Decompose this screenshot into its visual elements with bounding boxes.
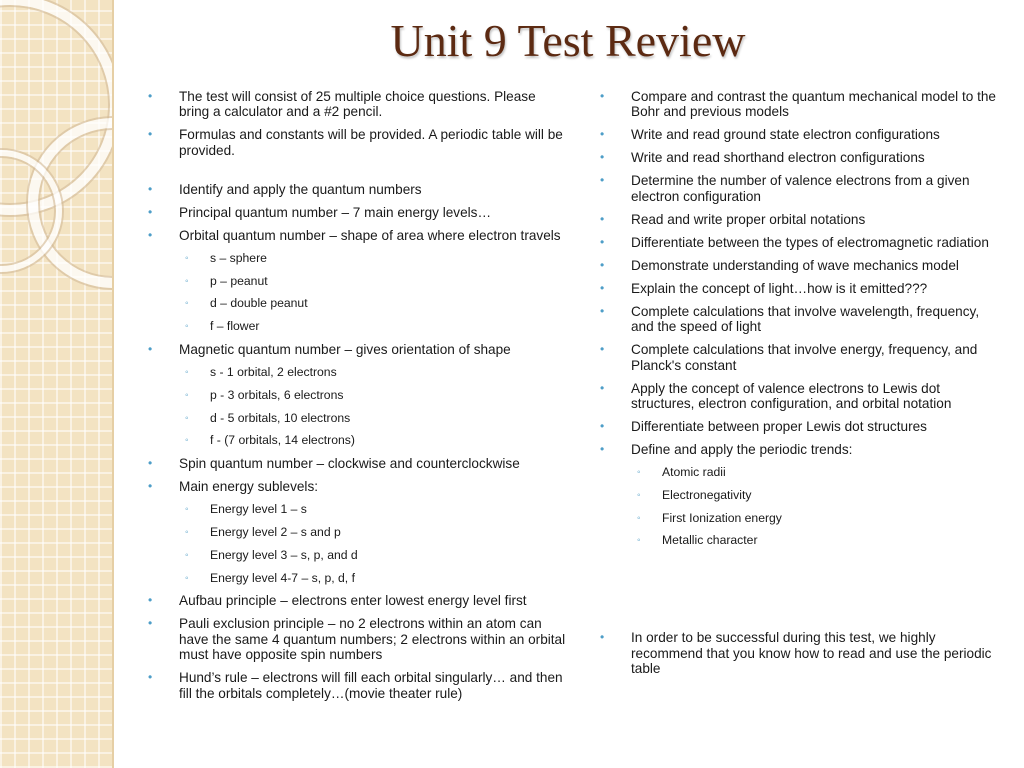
list-item: • Hund’s rule – electrons will fill each orbital singularly… and then fill the orbitals completely…(movie theater rule) <box>148 670 563 701</box>
sub-bullet-icon: ◦ <box>185 572 189 584</box>
sub-list-item: ◦ Electronegativity <box>637 487 752 502</box>
bullet-icon: • <box>600 380 605 395</box>
list-item: • Identify and apply the quantum numbers <box>148 181 422 197</box>
bullet-icon: • <box>148 456 153 471</box>
sub-list-item: ◦ d - 5 orbitals, 10 electrons <box>185 410 351 425</box>
decorative-side-panel <box>0 0 114 768</box>
bullet-icon: • <box>148 342 153 356</box>
list-item: • Principal quantum number – 7 main energy levels… <box>148 204 492 220</box>
list-item: • In order to be successful during this test, we highly recommend that you know how to read and use the periodic table <box>600 630 992 677</box>
list-spacer <box>600 556 1005 630</box>
bullet-icon: • <box>600 257 605 272</box>
sub-bullet-icon: ◦ <box>185 298 189 310</box>
bullet-icon: • <box>148 89 153 103</box>
sub-bullet-icon: ◦ <box>185 549 189 561</box>
right-bullet-list <box>600 89 1005 684</box>
sub-bullet-icon: ◦ <box>185 252 189 264</box>
sub-list-item: ◦ Energy level 2 – s and p <box>185 524 341 539</box>
bullet-icon: • <box>148 479 153 494</box>
list-item: • Write and read shorthand electron configurations <box>600 150 925 166</box>
bullet-icon: • <box>148 127 153 142</box>
list-item: • Magnetic quantum number – gives orientation of shape <box>148 342 511 357</box>
sub-list-item: ◦ First Ionization energy <box>637 510 782 525</box>
sub-list-item: ◦ f - (7 orbitals, 14 electrons) <box>185 433 355 448</box>
bullet-icon: • <box>148 181 153 196</box>
bullet-icon: • <box>600 303 605 318</box>
sub-bullet-icon: ◦ <box>637 512 641 524</box>
list-item: • Apply the concept of valence electrons to Lewis dot structures, electron configuration, and orbital notation <box>600 380 952 412</box>
bullet-icon: • <box>600 127 605 142</box>
sub-bullet-icon: ◦ <box>185 504 189 516</box>
sub-list-item: ◦ Energy level 3 – s, p, and d <box>185 547 358 562</box>
sub-list-item: ◦ p - 3 orbitals, 6 electrons <box>185 387 344 402</box>
list-item: • Write and read ground state electron configurations <box>600 127 940 143</box>
bullet-icon: • <box>148 593 153 608</box>
bullet-icon: • <box>600 419 605 434</box>
sub-list-item: ◦ d – double peanut <box>185 296 308 311</box>
sub-list-item: ◦ f – flower <box>185 319 260 334</box>
sub-list-item: ◦ Atomic radii <box>637 465 726 480</box>
sub-bullet-icon: ◦ <box>637 467 641 479</box>
bullet-icon: • <box>600 342 605 357</box>
sub-bullet-icon: ◦ <box>185 389 189 401</box>
bullet-icon: • <box>600 630 605 645</box>
list-item: • Formulas and constants will be provided. A periodic table will be provided. <box>148 127 563 158</box>
sub-list-item: ◦ s - 1 orbital, 2 electrons <box>185 365 337 379</box>
list-item: • Compare and contrast the quantum mechanical model to the Bohr and previous models <box>600 89 996 120</box>
sub-list-item: ◦ p – peanut <box>185 273 268 288</box>
bullet-icon: • <box>148 670 153 685</box>
sub-bullet-icon: ◦ <box>185 367 189 378</box>
sub-list-item: ◦ Energy level 4-7 – s, p, d, f <box>185 570 355 585</box>
sub-bullet-icon: ◦ <box>185 435 189 447</box>
sub-bullet-icon: ◦ <box>637 535 641 547</box>
list-item: • Main energy sublevels: <box>148 479 319 495</box>
list-item: • Determine the number of valence electrons from a given electron configuration <box>600 173 970 204</box>
bullet-icon: • <box>148 227 153 242</box>
slide-title: Unit 9 Test Review <box>390 15 746 66</box>
sub-list-item: ◦ Energy level 1 – s <box>185 502 307 517</box>
list-item: • Orbital quantum number – shape of area where electron travels <box>148 227 561 243</box>
list-item: • Complete calculations that involve wavelength, frequency, and the speed of light <box>600 303 980 335</box>
left-bullet-list <box>148 89 568 709</box>
list-item: • Differentiate between the types of electromagnetic radiation <box>600 234 989 250</box>
list-item: • Demonstrate understanding of wave mechanics model <box>600 257 959 273</box>
bullet-icon: • <box>600 150 605 165</box>
list-item: • Explain the concept of light…how is it emitted??? <box>600 280 928 296</box>
list-spacer <box>148 166 568 182</box>
list-item: • The test will consist of 25 multiple choice questions. Please bring a calculator and a #2 pencil. <box>148 89 536 120</box>
bullet-icon: • <box>600 442 605 457</box>
bullet-icon: • <box>148 204 153 219</box>
bullet-icon: • <box>600 89 605 103</box>
sub-list-item: ◦ s – sphere <box>185 250 267 265</box>
sub-bullet-icon: ◦ <box>185 526 189 538</box>
list-item: • Spin quantum number – clockwise and counterclockwise <box>148 456 520 472</box>
bullet-icon: • <box>600 173 605 188</box>
list-item: • Define and apply the periodic trends: <box>600 442 853 458</box>
bullet-icon: • <box>600 280 605 295</box>
list-item: • Pauli exclusion principle – no 2 electrons within an atom can have the same 4 quantum numbers; 2 electrons within an orbital must have opposite spin numbers <box>148 616 566 663</box>
bullet-icon: • <box>600 234 605 249</box>
sub-bullet-icon: ◦ <box>185 275 189 287</box>
bullet-icon: • <box>148 616 153 631</box>
sub-bullet-icon: ◦ <box>185 412 189 424</box>
sub-bullet-icon: ◦ <box>637 489 641 501</box>
list-item: • Read and write proper orbital notations <box>600 211 866 227</box>
sub-bullet-icon: ◦ <box>185 321 189 333</box>
bullet-icon: • <box>600 211 605 226</box>
sub-list-item: ◦ Metallic character <box>637 533 758 548</box>
list-item: • Complete calculations that involve energy, frequency, and Planck's constant <box>600 342 978 373</box>
list-item: • Aufbau principle – electrons enter lowest energy level first <box>148 593 527 609</box>
list-item: • Differentiate between proper Lewis dot structures <box>600 419 927 435</box>
